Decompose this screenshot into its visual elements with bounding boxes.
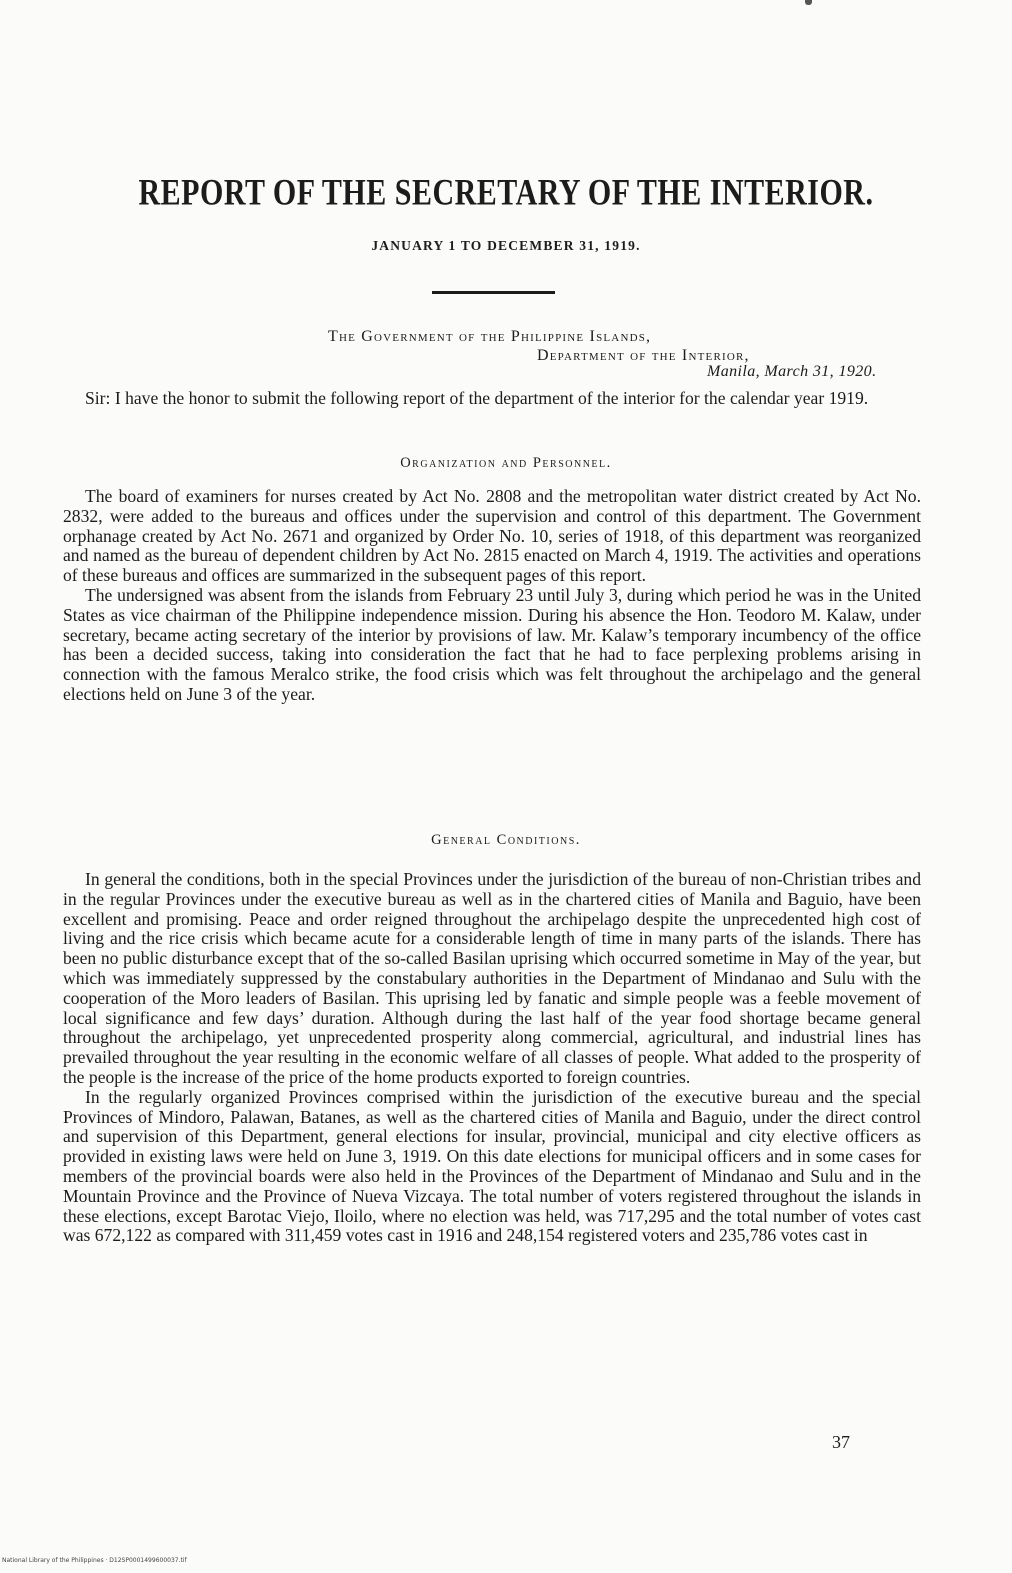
paragraph: The board of examiners for nurses created by Act No. 2808 and the metropolitan water district created by Act No. 2832, were added to the bureaus and offices under the supervision and control of this department. The Government orphanage created by Act No. 2671 and organized by Order No. 10, series of 1918, of this department was reorganized and named as the bureau of dependent children by Act No. 2815 enacted on March 4, 1919. The activities and operations of these bureaus and offices are summarized in the subsequent pages of this report. xyxy=(63,486,921,586)
scan-speck xyxy=(805,0,812,5)
page-number: 37 xyxy=(832,1432,850,1452)
paragraph: In the regularly organized Provinces comprised within the jurisdiction of the executive bureau and the special Provinces of Mindoro, Palawan, Batanes, as well as the chartered cities of Manila and Baguio, under the direct control and supervision of this Department, general elections for insular, provincial, municipal and city elective officers as provided in existing laws were held on June 3, 1919. On this date elections for municipal officers and in some cases for members of the provincial boards were also held in the Provinces of the Department of Mindanao and Sulu and in the Mountain Province and the Province of Nueva Vizcaya. The total number of voters registered throughout the islands in these elections, except Barotac Viejo, Iloilo, where no election was held, was 717,295 and the total number of votes cast was 672,122 as compared with 311,459 votes cast in 1916 and 248,154 registered voters and 235,786 votes cast in xyxy=(63,1086,921,1246)
paragraph: The undersigned was absent from the islands from February 23 until July 3, during which period he was in the United States as vice chairman of the Philippine independence mission. During his absence the Hon. Teodoro M. Kalaw, under secretary, became acting secretary of the interior by provisions of law. Mr. Kalaw’s temporary incumbency of the office has been a decided success, taking into consideration the fact that he had to face perplexing problems arising in connection with the famous Meralco strike, the food crisis which was felt throughout the archipelago and the general elections held on June 3 of the year. xyxy=(63,584,921,704)
section-heading-organization: Organization and Personnel. xyxy=(400,455,612,471)
section-heading-general-conditions: General Conditions. xyxy=(431,832,581,848)
address-line-department: Department of the Interior, xyxy=(537,347,750,364)
title-rule xyxy=(432,291,555,294)
address-line-place-date: Manila, March 31, 1920. xyxy=(707,363,877,380)
section-body-organization xyxy=(63,487,921,705)
section-body-general-conditions xyxy=(63,870,921,1246)
report-title: REPORT OF THE SECRETARY OF THE INTERIOR. xyxy=(138,172,874,214)
salutation-paragraph xyxy=(63,389,921,409)
salutation-text: Sir: I have the honor to submit the following report of the department of the interior for the calendar year 1919. xyxy=(85,388,869,408)
address-line-government: The Government of the Philippine Islands, xyxy=(328,328,652,345)
paragraph: In general the conditions, both in the special Provinces under the jurisdiction of the bureau of non-Christian tribes and in the regular Provinces under the executive bureau as well as in the chartered cities of Manila and Baguio, have been excellent and promising. Peace and order reigned throughout the archipelago despite the unprecedented high cost of living and the rice crisis which became acute for a considerable length of time in many parts of the islands. There has been no public disturbance except that of the so-called Basilan uprising which occurred sometime in May of the year, but which was immediately suppressed by the constabulary authorities in the Department of Mindanao and Sulu with the cooperation of the Moro leaders of Basilan. This uprising led by fanatic and simple people was a feeble movement of local significance and few days’ duration. Although during the last half of the year food shortage became general throughout the archipelago, yet unprecedented prosperity along commercial, agricultural, and industrial lines has prevailed throughout the year resulting in the economic welfare of all classes of people. What added to the prosperity of the people is the increase of the price of the home products exported to foreign countries. xyxy=(63,869,921,1087)
scan-footer: National Library of the Philippines · D12SP0001499600037.tif xyxy=(2,1557,187,1564)
report-date-range: JANUARY 1 TO DECEMBER 31, 1919. xyxy=(371,238,641,253)
